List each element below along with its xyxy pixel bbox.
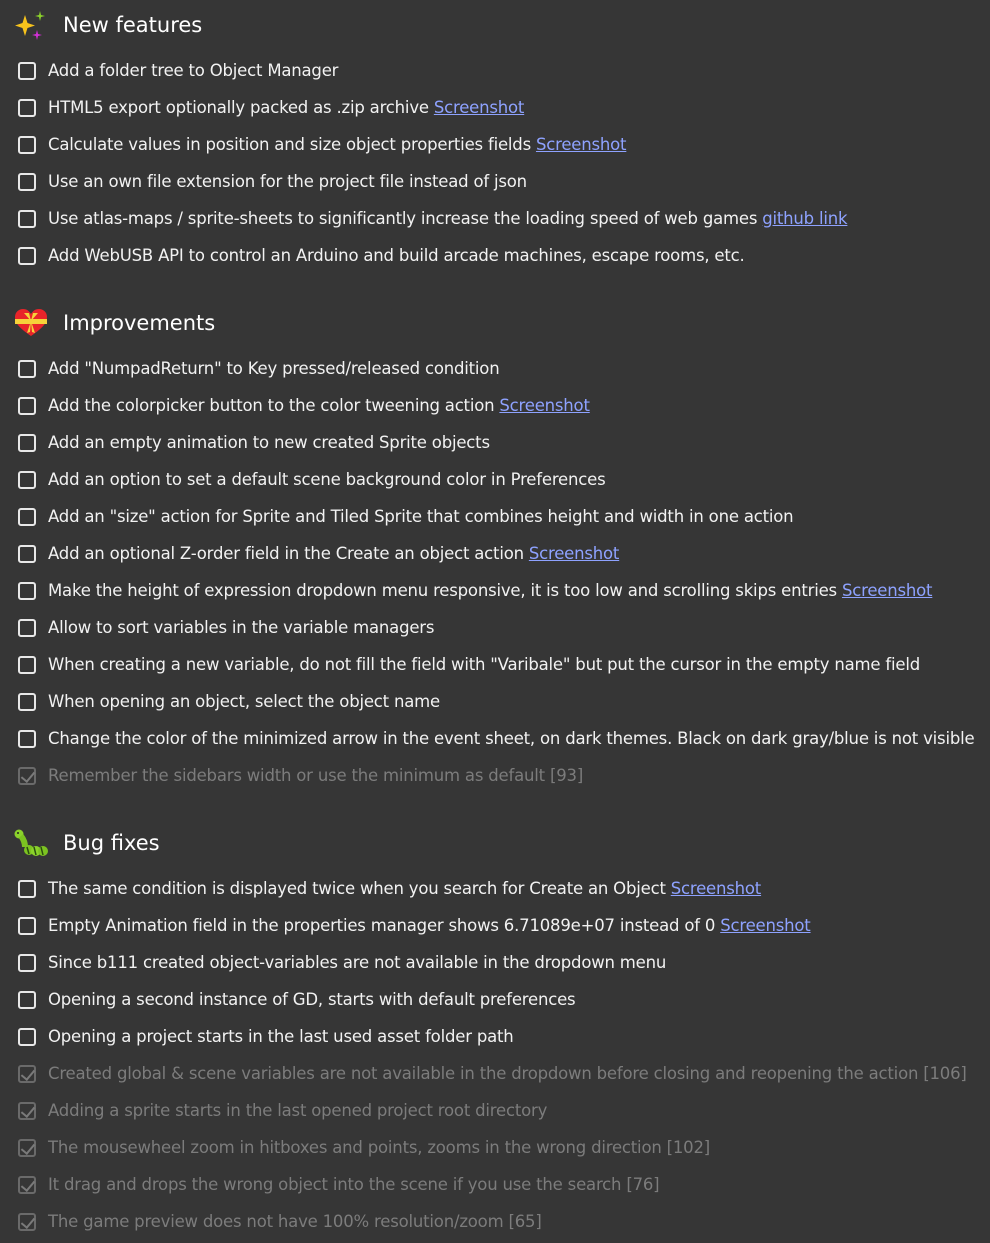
task-item	[18, 387, 990, 424]
checkbox[interactable]	[18, 247, 36, 265]
task-text: Empty Animation field in the properties manager shows 6.71089e+07 instead of 0	[48, 916, 716, 935]
task-text: Opening a second instance of GD, starts with default preferences	[48, 990, 576, 1009]
task-text: The game preview does not have 100% resolution/zoom [65]	[48, 1212, 542, 1231]
screenshot-link[interactable]: Screenshot	[720, 916, 811, 935]
task-item	[18, 461, 990, 498]
checkbox[interactable]	[18, 880, 36, 898]
checkbox[interactable]	[18, 730, 36, 748]
task-text: Add an optional Z-order field in the Create an object action	[48, 544, 524, 563]
task-item	[18, 535, 990, 572]
task-item	[18, 720, 990, 757]
screenshot-link[interactable]: Screenshot	[535, 135, 627, 154]
task-item	[18, 1203, 990, 1240]
section-bug-fixes	[0, 824, 990, 1240]
screenshot-link[interactable]: Screenshot	[670, 879, 762, 898]
task-text: The mousewheel zoom in hitboxes and points, zooms in the wrong direction [102]	[48, 1138, 711, 1157]
task-text: Remember the sidebars width or use the minimum as default [93]	[48, 766, 584, 785]
section-heading	[12, 824, 990, 862]
screenshot-link[interactable]: Screenshot	[433, 98, 525, 117]
checkbox[interactable]	[18, 173, 36, 191]
task-item	[18, 609, 990, 646]
task-item	[18, 572, 990, 609]
sparkles-icon	[12, 9, 50, 41]
task-item	[18, 200, 990, 237]
task-text: Opening a project starts in the last used asset folder path	[48, 1027, 514, 1046]
checkbox[interactable]	[18, 62, 36, 80]
task-item	[18, 1018, 990, 1055]
task-item	[18, 1166, 990, 1203]
task-text: Adding a sprite starts in the last opened project root directory	[48, 1101, 548, 1120]
section-heading	[12, 304, 990, 342]
task-item	[18, 683, 990, 720]
task-text: Created global & scene variables are not available in the dropdown before closing and reopening the action [106]	[48, 1064, 967, 1083]
checkbox[interactable]	[18, 582, 36, 600]
task-text: HTML5 export optionally packed as .zip archive	[48, 98, 429, 117]
task-text: Make the height of expression dropdown menu responsive, it is too low and scrolling skips entries	[48, 581, 837, 600]
screenshot-link[interactable]: Screenshot	[841, 581, 933, 600]
task-item	[18, 1092, 990, 1129]
task-text: Add "NumpadReturn" to Key pressed/released condition	[48, 359, 500, 378]
task-list	[0, 350, 990, 794]
task-item	[18, 424, 990, 461]
task-text: Allow to sort variables in the variable managers	[48, 618, 435, 637]
checkbox[interactable]	[18, 954, 36, 972]
section-title: Bug fixes	[63, 831, 160, 855]
task-text: Add an empty animation to new created Sprite objects	[48, 433, 490, 452]
checkbox-checked[interactable]	[18, 1139, 36, 1157]
section-title: Improvements	[63, 311, 216, 335]
checkbox-checked[interactable]	[18, 1213, 36, 1231]
task-item	[18, 981, 990, 1018]
task-item	[18, 646, 990, 683]
task-text: Add an "size" action for Sprite and Tiled Sprite that combines height and width in one action	[48, 507, 794, 526]
checkbox-checked[interactable]	[18, 767, 36, 785]
bug-icon	[12, 827, 50, 859]
task-item	[18, 870, 990, 907]
task-text: Since b111 created object-variables are not available in the dropdown menu	[48, 953, 667, 972]
checkbox[interactable]	[18, 508, 36, 526]
task-item	[18, 126, 990, 163]
checkbox[interactable]	[18, 1028, 36, 1046]
task-item	[18, 163, 990, 200]
task-list	[0, 52, 990, 274]
checkbox[interactable]	[18, 360, 36, 378]
checkbox[interactable]	[18, 210, 36, 228]
checkbox[interactable]	[18, 471, 36, 489]
section-new-features	[0, 6, 990, 274]
task-item	[18, 1129, 990, 1166]
task-text: When creating a new variable, do not fill the field with "Varibale" but put the cursor in the empty name field	[48, 655, 920, 674]
github-link[interactable]: github link	[762, 209, 848, 228]
section-heading	[12, 6, 990, 44]
checkbox-checked[interactable]	[18, 1102, 36, 1120]
screenshot-link[interactable]: Screenshot	[528, 544, 620, 563]
task-item	[18, 89, 990, 126]
heart-ribbon-icon	[12, 307, 50, 339]
checkbox[interactable]	[18, 136, 36, 154]
checkbox[interactable]	[18, 545, 36, 563]
checkbox[interactable]	[18, 99, 36, 117]
checkbox[interactable]	[18, 693, 36, 711]
task-list	[0, 870, 990, 1240]
checkbox[interactable]	[18, 434, 36, 452]
task-item	[18, 237, 990, 274]
task-item	[18, 907, 990, 944]
checkbox[interactable]	[18, 619, 36, 637]
checkbox[interactable]	[18, 397, 36, 415]
checkbox-checked[interactable]	[18, 1176, 36, 1194]
checkbox[interactable]	[18, 991, 36, 1009]
task-item	[18, 757, 990, 794]
task-text: Use atlas-maps / sprite-sheets to significantly increase the loading speed of web games	[48, 209, 758, 228]
task-text: Calculate values in position and size object properties fields	[48, 135, 531, 154]
task-item	[18, 498, 990, 535]
task-text: The same condition is displayed twice when you search for Create an Object	[48, 879, 666, 898]
checkbox[interactable]	[18, 917, 36, 935]
task-text: It drag and drops the wrong object into the scene if you use the search [76]	[48, 1175, 660, 1194]
task-item	[18, 944, 990, 981]
checkbox[interactable]	[18, 656, 36, 674]
section-improvements	[0, 304, 990, 794]
task-item	[18, 350, 990, 387]
task-text: Add WebUSB API to control an Arduino and build arcade machines, escape rooms, etc.	[48, 246, 745, 265]
task-text: Add an option to set a default scene background color in Preferences	[48, 470, 606, 489]
task-item	[18, 1055, 990, 1092]
task-text: Add the colorpicker button to the color tweening action	[48, 396, 495, 415]
screenshot-link[interactable]: Screenshot	[499, 396, 590, 415]
checkbox-checked[interactable]	[18, 1065, 36, 1083]
task-item	[18, 52, 990, 89]
task-text: Add a folder tree to Object Manager	[48, 61, 339, 80]
task-text: When opening an object, select the object name	[48, 692, 440, 711]
section-title: New features	[63, 13, 203, 37]
task-text: Use an own file extension for the project file instead of json	[48, 172, 527, 191]
task-text: Change the color of the minimized arrow in the event sheet, on dark themes. Black on dark gray/blue is not visible	[48, 729, 975, 748]
